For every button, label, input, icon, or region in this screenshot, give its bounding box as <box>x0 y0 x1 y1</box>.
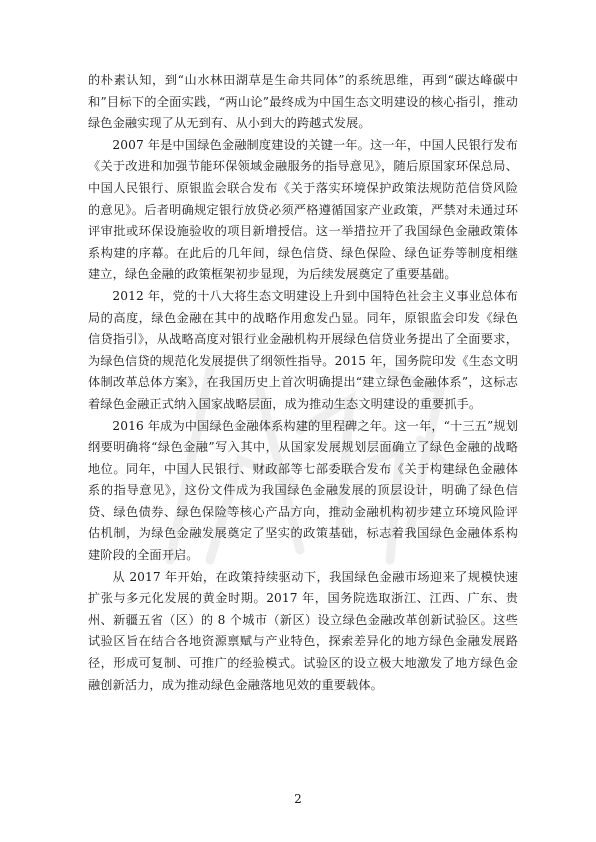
body-text <box>88 70 518 696</box>
page-number: 2 <box>294 792 302 806</box>
paragraph: 2012 年，党的十八大将生态文明建设上升到中国特色社会主义事业总体布局的高度，绿色金融在其中的战略作用愈发凸显。同年，原银监会印发《绿色信贷指引》，从战略高度对银行业金融机构开展绿色信贷业务提出了全面要求，为绿色信贷的规范化发展提供了纲领性指导。2015 年，国务院印发《生态文明体制改革总体方案》，在我国历史上首次明确提出“建立绿色金融体系”，这标志着绿色金融正式纳入国家战略层面，成为推动生态文明建设的重要抓手。 <box>88 288 518 411</box>
paragraph: 2007 年是中国绿色金融制度建设的关键一年。这一年，中国人民银行发布《关于改进和加强节能环保领域金融服务的指导意见》，随后原国家环保总局、中国人民银行、原银监会联合发布《关于落实环境保护政策法规防范信贷风险的意见》。后者明确规定银行放贷必须严格遵循国家产业政策，严禁对未通过环评审批或环保设施验收的项目新增授信。这一举措拉开了我国绿色金融政策体系构建的序幕。在此后的几年间，绿色信贷、绿色保险、绿色证券等制度相继建立，绿色金融的政策框架初步显现，为后续发展奠定了重要基础。 <box>88 137 518 282</box>
paragraph: 的朴素认知，到“山水林田湖草是生命共同体”的系统思维，再到“碳达峰碳中和”目标下的全面实践，“两山论”最终成为中国生态文明建设的核心指引，推动绿色金融实现了从无到有、从小到大的跨越式发展。 <box>88 73 518 131</box>
paragraph: 2016 年成为中国绿色金融体系构建的里程碑之年。这一年，“十三五”规划纲要明确将“绿色金融”写入其中，从国家发展规划层面确立了绿色金融的战略地位。同年，中国人民银行、财政部等七部委联合发布《关于构建绿色金融体系的指导意见》，这份文件成为我国绿色金融发展的顶层设计，明确了绿色信贷、绿色债券、绿色保险等核心产品方向，推动金融机构初步建立环境风险评估机制，为绿色金融发展奠定了坚实的政策基础，标志着我国绿色金融体系构建阶段的全面开启。 <box>88 418 518 563</box>
paragraph: 从 2017 年开始，在政策持续驱动下，我国绿色金融市场迎来了规模快速扩张与多元化发展的黄金时期。2017 年，国务院选取浙江、江西、广东、贵州、新疆五省（区）的 8 个城市（新区）设立绿色金融改革创新试验区。这些试验区旨在结合各地资源禀赋与产业特色，探索差异化的地方绿色金融发展路径，形成可复制、可推广的经验模式。试验区的设立极大地激发了地方绿色金融创新活力，成为推动绿色金融落地见效的重要载体。 <box>88 569 518 692</box>
